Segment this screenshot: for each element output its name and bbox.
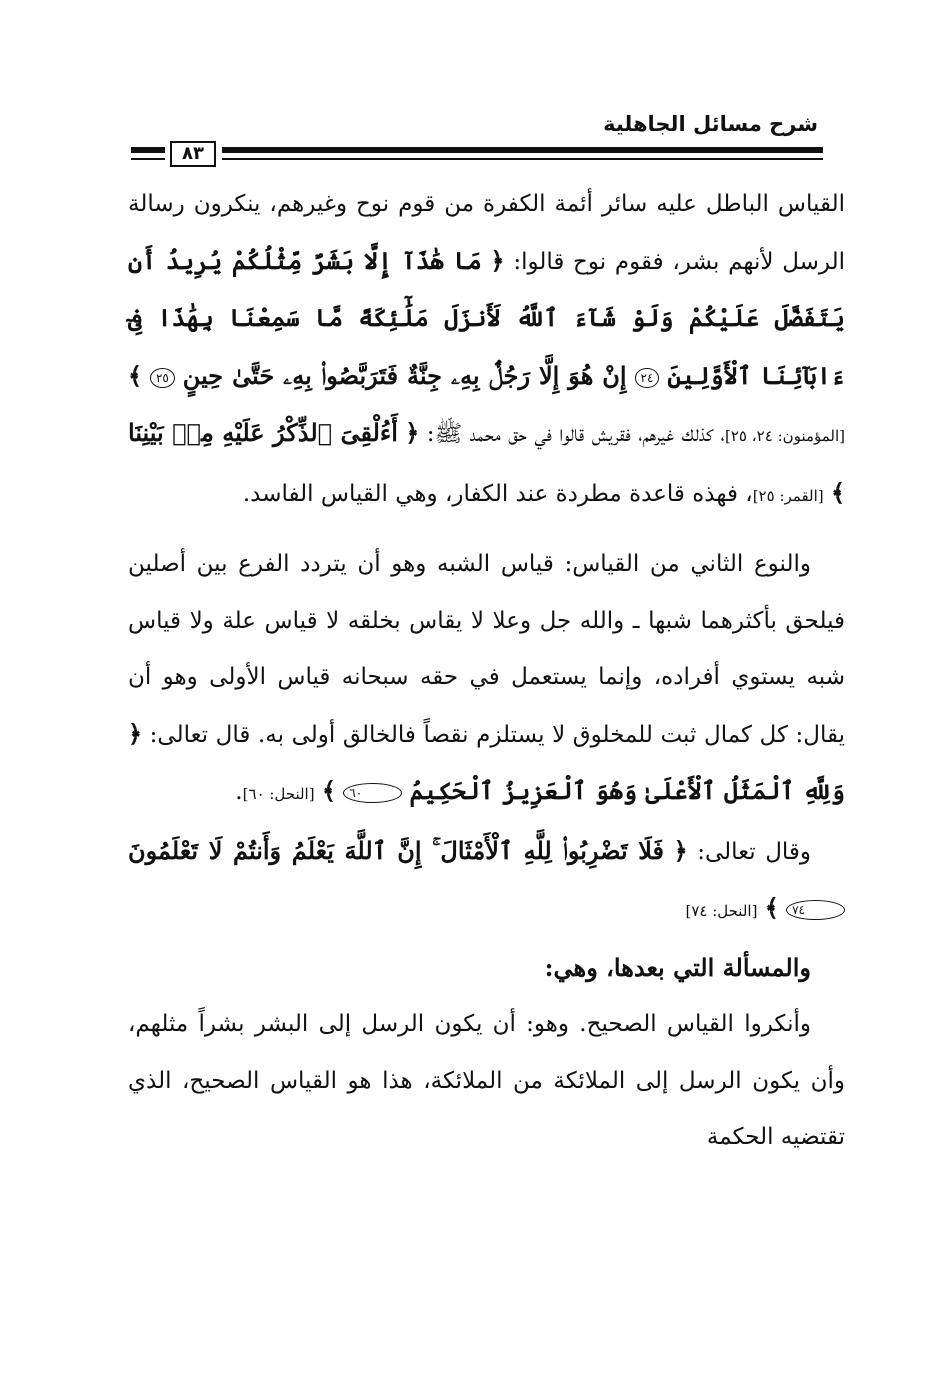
text: ، كذلك غيرهم، فقريش قالوا في حق محمد ﷺ: (419, 421, 725, 447)
paragraph-1 (128, 176, 845, 524)
text: . (235, 779, 243, 805)
ayah-number: ٢٤ (635, 368, 660, 388)
quran-close-bracket: ﴾ (830, 477, 845, 507)
quran-open-bracket: ﴿ (673, 835, 688, 865)
quran-verse: مَا هَٰذَآ إِلَّا بَشَرٌ مِّثْلُكُمْ يُرِيدُ أَن يَتَفَضَّلَ عَلَيْكُمْ وَلَوْ شَآءَ ٱللَّهُ لَأَنزَلَ مَلَٰٓئِكَةً مَّا سَمِعْنَا بِهَٰذَا فِىٓ ءَابَآئِنَا ٱلْأَوَّلِينَ (128, 245, 846, 390)
header-rule-thin (222, 158, 823, 160)
ayah-number: ٢٥ (150, 368, 175, 388)
quran-open-bracket: ﴿ (405, 418, 420, 447)
section-heading: والمسألة التي بعدها، وهي: (544, 952, 811, 982)
quran-verse: أَءُلْقِىَ ٱلذِّكْرُ عَلَيْهِ مِنۢ بَيْنِنَا (128, 418, 398, 447)
text: القياس الباطل عليه سائر أئمة الكفرة من قوم نوح وغيرهم، ينكرون رسالة الرسل لأنهم بشر، فقوم نوح قالوا: (128, 191, 845, 275)
paragraph-gap (128, 524, 845, 536)
book-title: شرح مسائل الجاهلية (603, 112, 818, 136)
header-rule-left-thick (131, 147, 165, 153)
header-rule-thick (222, 147, 823, 153)
quran-verse: فَلَا تَضْرِبُوا۟ لِلَّهِ ٱلْأَمْثَالَ ۚ إِنَّ ٱللَّهَ يَعْلَمُ وَأَنتُمْ لَا تَعْلَمُونَ (128, 835, 665, 865)
page-body (128, 176, 845, 1166)
text: وقال تعالى: (687, 838, 812, 865)
verse-reference: [النحل: ٦٠] (242, 785, 315, 803)
quran-open-bracket: ﴿ (128, 718, 143, 748)
verse-reference: [النحل: ٧٤] (685, 902, 758, 920)
header-rule-left-thin (131, 158, 165, 160)
paragraph-3 (128, 823, 845, 940)
paragraph-4: وأنكروا القياس الصحيح. وهو: أن يكون الرسل إلى البشر بشراً مثلهم، وأن يكون الرسل إلى الملائكة من الملائكة، هذا هو القياس الصحيح، الذي تقتضيه الحكمة (128, 1011, 845, 1150)
page-number: ٨٣ (170, 141, 216, 167)
quran-close-bracket: ﴾ (321, 776, 336, 805)
text: والنوع الثاني من القياس: قياس الشبه وهو أن يتردد الفرع بين أصلين فيلحق بأكثرهما شبها ـ والله جل وعلا لا يقاس بخلقه لا قياس علة ولا قياس شبه يستوي أفراده، وإنما يستعمل في حقه سبحانه قياس الأولى وهو أن يقال: كل كمال ثبت للمخلوق لا يستلزم نقصاً فالخالق أولى به. قال تعالى: (128, 551, 845, 748)
paragraph-2 (128, 536, 845, 823)
ayah-number: ٦٠ (343, 783, 402, 803)
quran-verse: إِنْ هُوَ إِلَّا رَجُلٌۢ بِهِۦ جِنَّةٌ فَتَرَبَّصُوا۟ بِهِۦ حَتَّىٰ حِينٍ (182, 360, 627, 390)
quran-close-bracket: ﴾ (128, 360, 143, 390)
ayah-number: ٧٤ (786, 900, 845, 920)
verse-reference: [المؤمنون: ٢٤، ٢٥] (724, 427, 846, 445)
quran-close-bracket: ﴾ (764, 893, 779, 922)
verse-reference: [القمر: ٢٥] (752, 486, 824, 505)
quran-open-bracket: ﴿ (490, 245, 505, 275)
quran-verse: وَلِلَّهِ ٱلْمَثَلُ ٱلْأَعْلَىٰ وَهُوَ ٱلْعَزِيزُ ٱلْحَكِيمُ (409, 776, 845, 805)
text: ، فهذه قاعدة مطردة عند الكفار، وهي القياس الفاسد. (242, 480, 753, 507)
